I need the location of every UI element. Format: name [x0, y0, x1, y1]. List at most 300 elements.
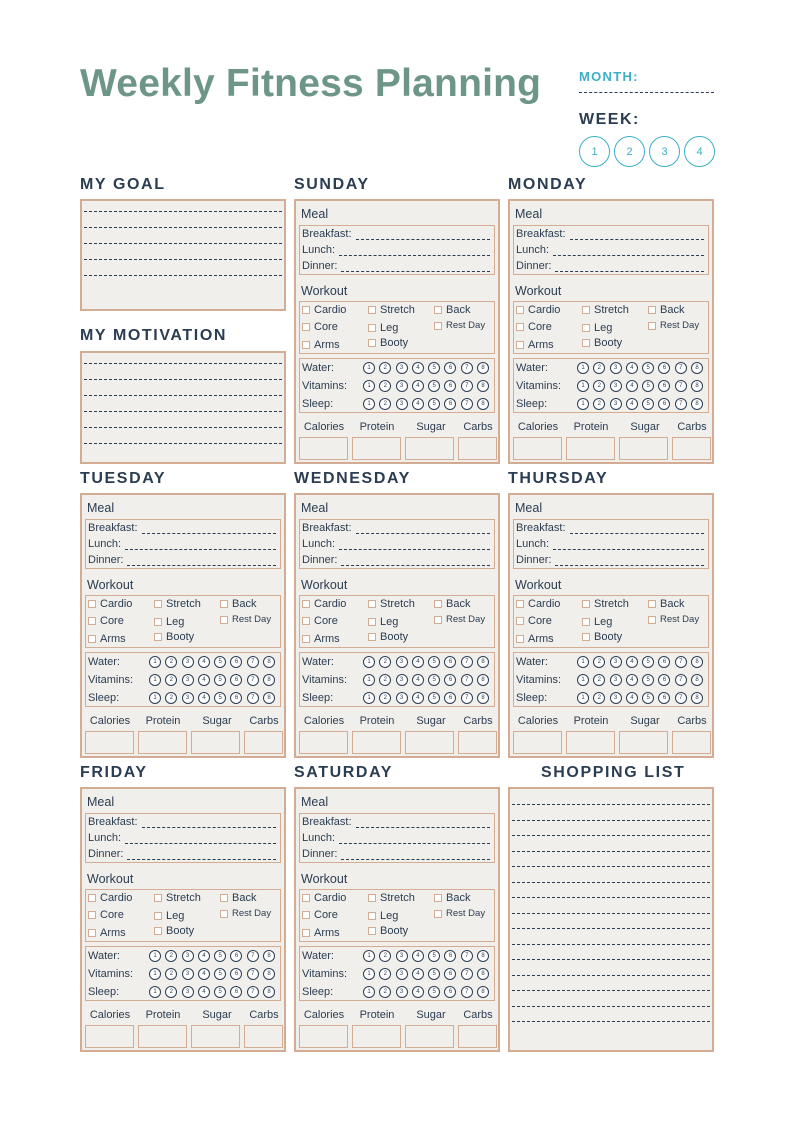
booty-option[interactable]: [368, 337, 408, 349]
dinner-line[interactable]: [341, 558, 490, 566]
cardio-checkbox[interactable]: [516, 306, 524, 314]
cardio-checkbox[interactable]: [302, 600, 310, 608]
vitamins-dot[interactable]: 5: [642, 380, 654, 392]
back-option[interactable]: [434, 598, 470, 610]
leg-option[interactable]: [154, 616, 184, 628]
back-checkbox[interactable]: [220, 894, 228, 902]
water-dot[interactable]: 5: [214, 656, 226, 668]
lunch-line[interactable]: [553, 542, 704, 550]
back-checkbox[interactable]: [648, 600, 656, 608]
breakfast-row[interactable]: [88, 817, 276, 828]
water-dot[interactable]: 3: [396, 362, 408, 374]
core-checkbox[interactable]: [302, 911, 310, 919]
sleep-dot[interactable]: 4: [412, 986, 424, 998]
leg-checkbox[interactable]: [368, 912, 376, 920]
sleep-dot[interactable]: 2: [379, 986, 391, 998]
rest-day-option[interactable]: [434, 320, 485, 331]
sleep-dot[interactable]: 6: [658, 692, 670, 704]
dinner-line[interactable]: [555, 558, 704, 566]
carbs-input[interactable]: [244, 731, 283, 754]
sleep-dot[interactable]: 6: [658, 398, 670, 410]
water-dot[interactable]: 7: [461, 950, 473, 962]
vitamins-dot[interactable]: 6: [658, 380, 670, 392]
rest-day-option[interactable]: [220, 614, 271, 625]
cardio-option[interactable]: [516, 598, 560, 610]
dinner-row[interactable]: [88, 849, 276, 860]
vitamins-dot[interactable]: 1: [149, 968, 161, 980]
rest-day-option[interactable]: [434, 614, 485, 625]
booty-checkbox[interactable]: [368, 339, 376, 347]
rest-day-checkbox[interactable]: [434, 322, 442, 330]
water-dot[interactable]: 4: [626, 656, 638, 668]
booty-checkbox[interactable]: [368, 633, 376, 641]
cardio-option[interactable]: [88, 892, 132, 904]
rest-day-checkbox[interactable]: [648, 322, 656, 330]
vitamins-dot[interactable]: 5: [428, 968, 440, 980]
water-dot[interactable]: 2: [593, 362, 605, 374]
water-dot[interactable]: 2: [379, 656, 391, 668]
dinner-row[interactable]: [516, 555, 704, 566]
sleep-dot[interactable]: 4: [626, 398, 638, 410]
rest-day-checkbox[interactable]: [434, 910, 442, 918]
sleep-dot[interactable]: 1: [149, 986, 161, 998]
sleep-dot[interactable]: 6: [230, 692, 242, 704]
week-2-circle[interactable]: 2: [614, 136, 645, 167]
sleep-dot[interactable]: 7: [461, 398, 473, 410]
lunch-line[interactable]: [339, 248, 490, 256]
core-option[interactable]: [88, 909, 124, 921]
stretch-checkbox[interactable]: [368, 600, 376, 608]
vitamins-dot[interactable]: 7: [247, 674, 259, 686]
sleep-dot[interactable]: 8: [263, 692, 275, 704]
rest-day-option[interactable]: [648, 614, 699, 625]
sleep-dot[interactable]: 8: [477, 692, 489, 704]
sugar-input[interactable]: [405, 437, 454, 460]
vitamins-dot[interactable]: 1: [363, 968, 375, 980]
arms-option[interactable]: [516, 633, 554, 645]
back-checkbox[interactable]: [648, 306, 656, 314]
water-dot[interactable]: 5: [428, 950, 440, 962]
calories-input[interactable]: [299, 437, 348, 460]
sleep-dot[interactable]: 1: [149, 692, 161, 704]
sleep-dot[interactable]: 7: [461, 986, 473, 998]
sugar-input[interactable]: [405, 731, 454, 754]
water-dot[interactable]: 4: [412, 362, 424, 374]
back-option[interactable]: [648, 304, 684, 316]
lunch-row[interactable]: [302, 539, 490, 550]
vitamins-dot[interactable]: 1: [363, 380, 375, 392]
water-dot[interactable]: 6: [658, 656, 670, 668]
sleep-dot[interactable]: 5: [428, 692, 440, 704]
vitamins-dot[interactable]: 8: [477, 968, 489, 980]
booty-checkbox[interactable]: [582, 633, 590, 641]
back-checkbox[interactable]: [434, 306, 442, 314]
stretch-option[interactable]: [582, 598, 629, 610]
water-dot[interactable]: 6: [230, 950, 242, 962]
sleep-dot[interactable]: 8: [477, 986, 489, 998]
stretch-option[interactable]: [154, 892, 201, 904]
breakfast-row[interactable]: [516, 523, 704, 534]
breakfast-line[interactable]: [142, 820, 276, 828]
breakfast-row[interactable]: [516, 229, 704, 240]
sleep-dot[interactable]: 7: [675, 692, 687, 704]
sleep-dot[interactable]: 1: [577, 692, 589, 704]
leg-option[interactable]: [582, 616, 612, 628]
leg-checkbox[interactable]: [368, 618, 376, 626]
sugar-input[interactable]: [405, 1025, 454, 1048]
sleep-dot[interactable]: 2: [165, 986, 177, 998]
water-dot[interactable]: 2: [165, 950, 177, 962]
sleep-dot[interactable]: 8: [691, 692, 703, 704]
rest-day-checkbox[interactable]: [648, 616, 656, 624]
vitamins-dot[interactable]: 4: [198, 968, 210, 980]
arms-checkbox[interactable]: [516, 341, 524, 349]
stretch-option[interactable]: [154, 598, 201, 610]
vitamins-dot[interactable]: 2: [593, 380, 605, 392]
vitamins-dot[interactable]: 3: [396, 674, 408, 686]
cardio-checkbox[interactable]: [88, 600, 96, 608]
vitamins-dot[interactable]: 7: [675, 380, 687, 392]
water-dot[interactable]: 1: [363, 656, 375, 668]
stretch-checkbox[interactable]: [368, 306, 376, 314]
carbs-input[interactable]: [458, 1025, 497, 1048]
vitamins-dot[interactable]: 1: [577, 674, 589, 686]
calories-input[interactable]: [85, 1025, 134, 1048]
breakfast-row[interactable]: [302, 817, 490, 828]
calories-input[interactable]: [85, 731, 134, 754]
vitamins-dot[interactable]: 4: [626, 380, 638, 392]
rest-day-option[interactable]: [648, 320, 699, 331]
sugar-input[interactable]: [191, 731, 240, 754]
stretch-checkbox[interactable]: [582, 306, 590, 314]
week-4-circle[interactable]: 4: [684, 136, 715, 167]
water-dot[interactable]: 1: [577, 656, 589, 668]
leg-option[interactable]: [368, 910, 398, 922]
leg-option[interactable]: [368, 616, 398, 628]
sleep-dot[interactable]: 4: [412, 398, 424, 410]
booty-option[interactable]: [154, 631, 194, 643]
leg-checkbox[interactable]: [582, 618, 590, 626]
water-dot[interactable]: 4: [626, 362, 638, 374]
breakfast-line[interactable]: [356, 526, 490, 534]
booty-option[interactable]: [154, 925, 194, 937]
rest-day-checkbox[interactable]: [434, 616, 442, 624]
water-dot[interactable]: 6: [230, 656, 242, 668]
lunch-row[interactable]: [88, 833, 276, 844]
arms-checkbox[interactable]: [88, 635, 96, 643]
water-dot[interactable]: 2: [379, 950, 391, 962]
dinner-line[interactable]: [341, 852, 490, 860]
water-dot[interactable]: 5: [428, 656, 440, 668]
dinner-row[interactable]: [516, 261, 704, 272]
motivation-box[interactable]: [80, 351, 286, 464]
booty-option[interactable]: [582, 337, 622, 349]
carbs-input[interactable]: [458, 731, 497, 754]
breakfast-line[interactable]: [356, 820, 490, 828]
arms-checkbox[interactable]: [88, 929, 96, 937]
lunch-row[interactable]: [302, 245, 490, 256]
arms-option[interactable]: [516, 339, 554, 351]
water-dot[interactable]: 5: [642, 362, 654, 374]
water-dot[interactable]: 7: [247, 656, 259, 668]
sleep-dot[interactable]: 3: [396, 398, 408, 410]
water-dot[interactable]: 8: [477, 656, 489, 668]
vitamins-dot[interactable]: 2: [165, 968, 177, 980]
sleep-dot[interactable]: 7: [675, 398, 687, 410]
lunch-row[interactable]: [516, 539, 704, 550]
vitamins-dot[interactable]: 6: [230, 674, 242, 686]
water-dot[interactable]: 5: [642, 656, 654, 668]
water-dot[interactable]: 8: [263, 656, 275, 668]
cardio-option[interactable]: [302, 304, 346, 316]
sugar-input[interactable]: [619, 437, 668, 460]
vitamins-dot[interactable]: 4: [412, 674, 424, 686]
water-dot[interactable]: 6: [444, 362, 456, 374]
vitamins-dot[interactable]: 6: [230, 968, 242, 980]
sleep-dot[interactable]: 2: [593, 398, 605, 410]
core-checkbox[interactable]: [302, 323, 310, 331]
core-option[interactable]: [302, 615, 338, 627]
sleep-dot[interactable]: 1: [363, 398, 375, 410]
vitamins-dot[interactable]: 5: [428, 674, 440, 686]
lunch-row[interactable]: [88, 539, 276, 550]
dinner-row[interactable]: [88, 555, 276, 566]
sleep-dot[interactable]: 5: [428, 398, 440, 410]
booty-checkbox[interactable]: [154, 633, 162, 641]
arms-checkbox[interactable]: [516, 635, 524, 643]
carbs-input[interactable]: [672, 437, 711, 460]
core-option[interactable]: [302, 909, 338, 921]
booty-option[interactable]: [368, 631, 408, 643]
carbs-input[interactable]: [672, 731, 711, 754]
vitamins-dot[interactable]: 4: [412, 968, 424, 980]
vitamins-dot[interactable]: 1: [577, 380, 589, 392]
sleep-dot[interactable]: 2: [593, 692, 605, 704]
sugar-input[interactable]: [191, 1025, 240, 1048]
sleep-dot[interactable]: 8: [263, 986, 275, 998]
breakfast-line[interactable]: [570, 526, 704, 534]
lunch-line[interactable]: [125, 836, 276, 844]
sleep-dot[interactable]: 7: [247, 986, 259, 998]
breakfast-line[interactable]: [356, 232, 490, 240]
water-dot[interactable]: 2: [593, 656, 605, 668]
core-option[interactable]: [516, 321, 552, 333]
protein-input[interactable]: [352, 437, 401, 460]
sleep-dot[interactable]: 4: [412, 692, 424, 704]
vitamins-dot[interactable]: 7: [461, 968, 473, 980]
stretch-checkbox[interactable]: [154, 600, 162, 608]
lunch-row[interactable]: [302, 833, 490, 844]
dinner-line[interactable]: [341, 264, 490, 272]
sugar-input[interactable]: [619, 731, 668, 754]
vitamins-dot[interactable]: 5: [214, 968, 226, 980]
lunch-line[interactable]: [339, 836, 490, 844]
vitamins-dot[interactable]: 3: [610, 380, 622, 392]
arms-option[interactable]: [88, 633, 126, 645]
lunch-line[interactable]: [339, 542, 490, 550]
water-dot[interactable]: 3: [610, 656, 622, 668]
breakfast-line[interactable]: [570, 232, 704, 240]
water-dot[interactable]: 6: [444, 950, 456, 962]
core-checkbox[interactable]: [516, 323, 524, 331]
vitamins-dot[interactable]: 2: [379, 674, 391, 686]
vitamins-dot[interactable]: 4: [626, 674, 638, 686]
sleep-dot[interactable]: 6: [444, 398, 456, 410]
back-option[interactable]: [434, 892, 470, 904]
vitamins-dot[interactable]: 3: [610, 674, 622, 686]
stretch-checkbox[interactable]: [154, 894, 162, 902]
cardio-checkbox[interactable]: [88, 894, 96, 902]
sleep-dot[interactable]: 4: [198, 692, 210, 704]
sleep-dot[interactable]: 3: [610, 692, 622, 704]
carbs-input[interactable]: [244, 1025, 283, 1048]
vitamins-dot[interactable]: 8: [263, 968, 275, 980]
calories-input[interactable]: [513, 437, 562, 460]
protein-input[interactable]: [566, 437, 615, 460]
stretch-checkbox[interactable]: [368, 894, 376, 902]
sleep-dot[interactable]: 3: [396, 692, 408, 704]
stretch-option[interactable]: [368, 304, 415, 316]
water-dot[interactable]: 2: [379, 362, 391, 374]
sleep-dot[interactable]: 1: [363, 986, 375, 998]
vitamins-dot[interactable]: 7: [675, 674, 687, 686]
lunch-row[interactable]: [516, 245, 704, 256]
water-dot[interactable]: 7: [675, 362, 687, 374]
vitamins-dot[interactable]: 2: [379, 380, 391, 392]
water-dot[interactable]: 8: [477, 362, 489, 374]
leg-checkbox[interactable]: [582, 324, 590, 332]
booty-checkbox[interactable]: [368, 927, 376, 935]
rest-day-checkbox[interactable]: [220, 910, 228, 918]
stretch-option[interactable]: [368, 892, 415, 904]
vitamins-dot[interactable]: 6: [444, 968, 456, 980]
sleep-dot[interactable]: 7: [247, 692, 259, 704]
vitamins-dot[interactable]: 8: [691, 674, 703, 686]
water-dot[interactable]: 7: [461, 362, 473, 374]
sleep-dot[interactable]: 4: [626, 692, 638, 704]
core-checkbox[interactable]: [88, 617, 96, 625]
water-dot[interactable]: 4: [412, 950, 424, 962]
sleep-dot[interactable]: 2: [165, 692, 177, 704]
lunch-line[interactable]: [125, 542, 276, 550]
vitamins-dot[interactable]: 3: [182, 674, 194, 686]
vitamins-dot[interactable]: 7: [461, 380, 473, 392]
sleep-dot[interactable]: 3: [610, 398, 622, 410]
water-dot[interactable]: 1: [149, 656, 161, 668]
breakfast-row[interactable]: [302, 523, 490, 534]
water-dot[interactable]: 7: [675, 656, 687, 668]
week-1-circle[interactable]: 1: [579, 136, 610, 167]
vitamins-dot[interactable]: 7: [247, 968, 259, 980]
goal-box[interactable]: [80, 199, 286, 311]
dinner-line[interactable]: [127, 558, 276, 566]
vitamins-dot[interactable]: 5: [214, 674, 226, 686]
sleep-dot[interactable]: 6: [444, 692, 456, 704]
booty-checkbox[interactable]: [582, 339, 590, 347]
water-dot[interactable]: 1: [363, 950, 375, 962]
vitamins-dot[interactable]: 3: [396, 380, 408, 392]
water-dot[interactable]: 4: [198, 950, 210, 962]
back-checkbox[interactable]: [220, 600, 228, 608]
sleep-dot[interactable]: 7: [461, 692, 473, 704]
water-dot[interactable]: 1: [577, 362, 589, 374]
water-dot[interactable]: 5: [428, 362, 440, 374]
cardio-option[interactable]: [302, 892, 346, 904]
vitamins-dot[interactable]: 8: [477, 380, 489, 392]
leg-option[interactable]: [582, 322, 612, 334]
vitamins-dot[interactable]: 4: [412, 380, 424, 392]
vitamins-dot[interactable]: 2: [593, 674, 605, 686]
core-checkbox[interactable]: [516, 617, 524, 625]
dinner-row[interactable]: [302, 849, 490, 860]
sleep-dot[interactable]: 2: [379, 692, 391, 704]
vitamins-dot[interactable]: 1: [149, 674, 161, 686]
vitamins-dot[interactable]: 6: [444, 674, 456, 686]
cardio-checkbox[interactable]: [302, 894, 310, 902]
water-dot[interactable]: 6: [658, 362, 670, 374]
protein-input[interactable]: [138, 1025, 187, 1048]
water-dot[interactable]: 3: [396, 656, 408, 668]
booty-option[interactable]: [582, 631, 622, 643]
sleep-dot[interactable]: 8: [477, 398, 489, 410]
sleep-dot[interactable]: 4: [198, 986, 210, 998]
water-dot[interactable]: 3: [610, 362, 622, 374]
dinner-row[interactable]: [302, 261, 490, 272]
vitamins-dot[interactable]: 5: [642, 674, 654, 686]
cardio-checkbox[interactable]: [302, 306, 310, 314]
sleep-dot[interactable]: 5: [642, 398, 654, 410]
vitamins-dot[interactable]: 5: [428, 380, 440, 392]
water-dot[interactable]: 7: [247, 950, 259, 962]
water-dot[interactable]: 8: [263, 950, 275, 962]
dinner-line[interactable]: [127, 852, 276, 860]
vitamins-dot[interactable]: 8: [477, 674, 489, 686]
water-dot[interactable]: 7: [461, 656, 473, 668]
sleep-dot[interactable]: 3: [396, 986, 408, 998]
protein-input[interactable]: [352, 1025, 401, 1048]
arms-checkbox[interactable]: [302, 929, 310, 937]
vitamins-dot[interactable]: 3: [182, 968, 194, 980]
leg-checkbox[interactable]: [154, 618, 162, 626]
water-dot[interactable]: 4: [198, 656, 210, 668]
vitamins-dot[interactable]: 8: [691, 380, 703, 392]
sleep-dot[interactable]: 6: [444, 986, 456, 998]
core-checkbox[interactable]: [88, 911, 96, 919]
water-dot[interactable]: 3: [396, 950, 408, 962]
water-dot[interactable]: 8: [691, 362, 703, 374]
arms-option[interactable]: [302, 927, 340, 939]
calories-input[interactable]: [513, 731, 562, 754]
back-option[interactable]: [220, 892, 256, 904]
vitamins-dot[interactable]: 2: [165, 674, 177, 686]
water-dot[interactable]: 4: [412, 656, 424, 668]
vitamins-dot[interactable]: 3: [396, 968, 408, 980]
leg-checkbox[interactable]: [368, 324, 376, 332]
booty-option[interactable]: [368, 925, 408, 937]
back-option[interactable]: [648, 598, 684, 610]
core-option[interactable]: [516, 615, 552, 627]
sleep-dot[interactable]: 2: [379, 398, 391, 410]
dinner-row[interactable]: [302, 555, 490, 566]
lunch-line[interactable]: [553, 248, 704, 256]
carbs-input[interactable]: [458, 437, 497, 460]
water-dot[interactable]: 3: [182, 656, 194, 668]
water-dot[interactable]: 8: [691, 656, 703, 668]
back-option[interactable]: [434, 304, 470, 316]
shopping-box[interactable]: [508, 787, 714, 1052]
breakfast-row[interactable]: [302, 229, 490, 240]
leg-option[interactable]: [154, 910, 184, 922]
